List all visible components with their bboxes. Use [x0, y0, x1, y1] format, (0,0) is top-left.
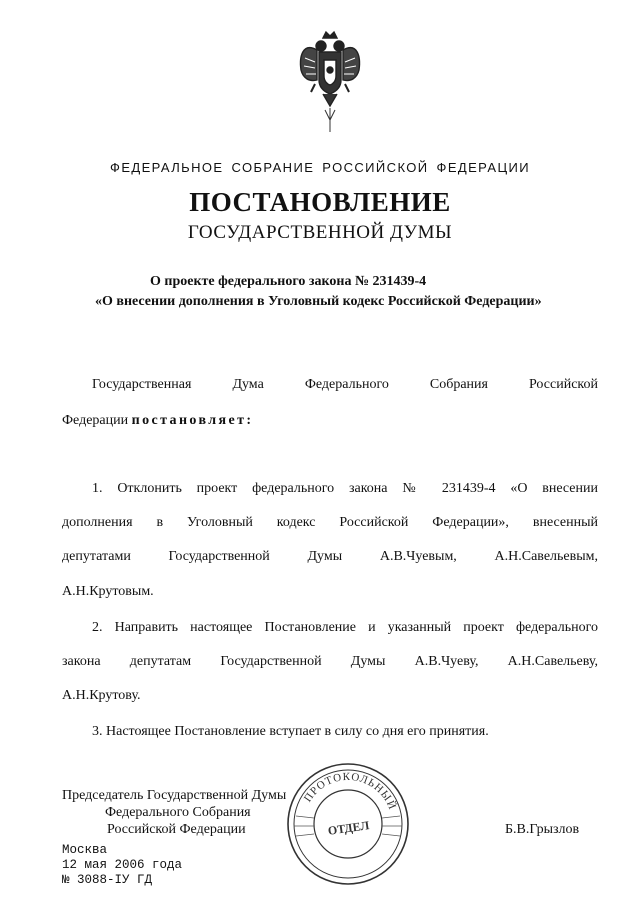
subject-line-1: О проекте федерального закона № 231439-4	[150, 274, 427, 289]
stamp-center-text: ОТДЕЛ	[326, 818, 371, 838]
item-1-line-4: А.Н.Крутовым.	[62, 584, 154, 599]
signatory-title-line-3: Российской Федерации	[107, 822, 246, 837]
protocol-department-stamp-icon	[284, 760, 412, 888]
item-1-line-1: 1. Отклонить проект федерального закона № 231439-4 «О внесении	[92, 481, 598, 496]
document-number: № 3088-IУ ГД	[62, 873, 153, 887]
issue-city: Москва	[62, 843, 108, 857]
russian-coat-of-arms-icon	[293, 28, 367, 134]
item-2-line-2: закона депутатам Государственной Думы А.В.Чуеву, А.Н.Савельеву,	[62, 654, 598, 669]
signatory-title-line-2: Федерального Собрания	[105, 805, 251, 820]
issue-date: 12 мая 2006 года	[62, 858, 183, 872]
signatory-name: Б.В.Грызлов	[505, 822, 580, 837]
item-1-line-3: депутатами Государственной Думы А.В.Чуевым, А.Н.Савельевым,	[62, 549, 598, 564]
document-issuer: ГОСУДАРСТВЕННОЙ ДУМЫ	[187, 222, 453, 243]
preamble-subject: Федерации	[62, 413, 129, 428]
signatory-title-line-1: Председатель Государственной Думы	[62, 788, 287, 803]
parliament-name: ФЕДЕРАЛЬНОЕ СОБРАНИЕ РОССИЙСКОЙ ФЕДЕРАЦИИ	[110, 160, 530, 175]
item-1-line-2: дополнения в Уголовный кодекс Российской Федерации», внесенный	[62, 515, 598, 530]
stamp-ring-text: ПРОТОКОЛЬНЫЙ	[301, 770, 399, 812]
preamble-line-1: Государственная Дума Федерального Собрания Российской	[92, 377, 598, 392]
item-2-line-3: А.Н.Крутову.	[62, 688, 141, 703]
item-3-line-1: 3. Настоящее Постановление вступает в силу со дня его принятия.	[92, 724, 489, 739]
document-type: ПОСТАНОВЛЕНИЕ	[189, 187, 451, 217]
preamble-line-2	[62, 414, 598, 428]
subject-line-2: «О внесении дополнения в Уголовный кодекс Российской Федерации»	[95, 294, 542, 309]
preamble-verb: постановляет:	[131, 413, 254, 428]
item-2-line-1: 2. Направить настоящее Постановление и указанный проект федерального	[92, 620, 598, 635]
